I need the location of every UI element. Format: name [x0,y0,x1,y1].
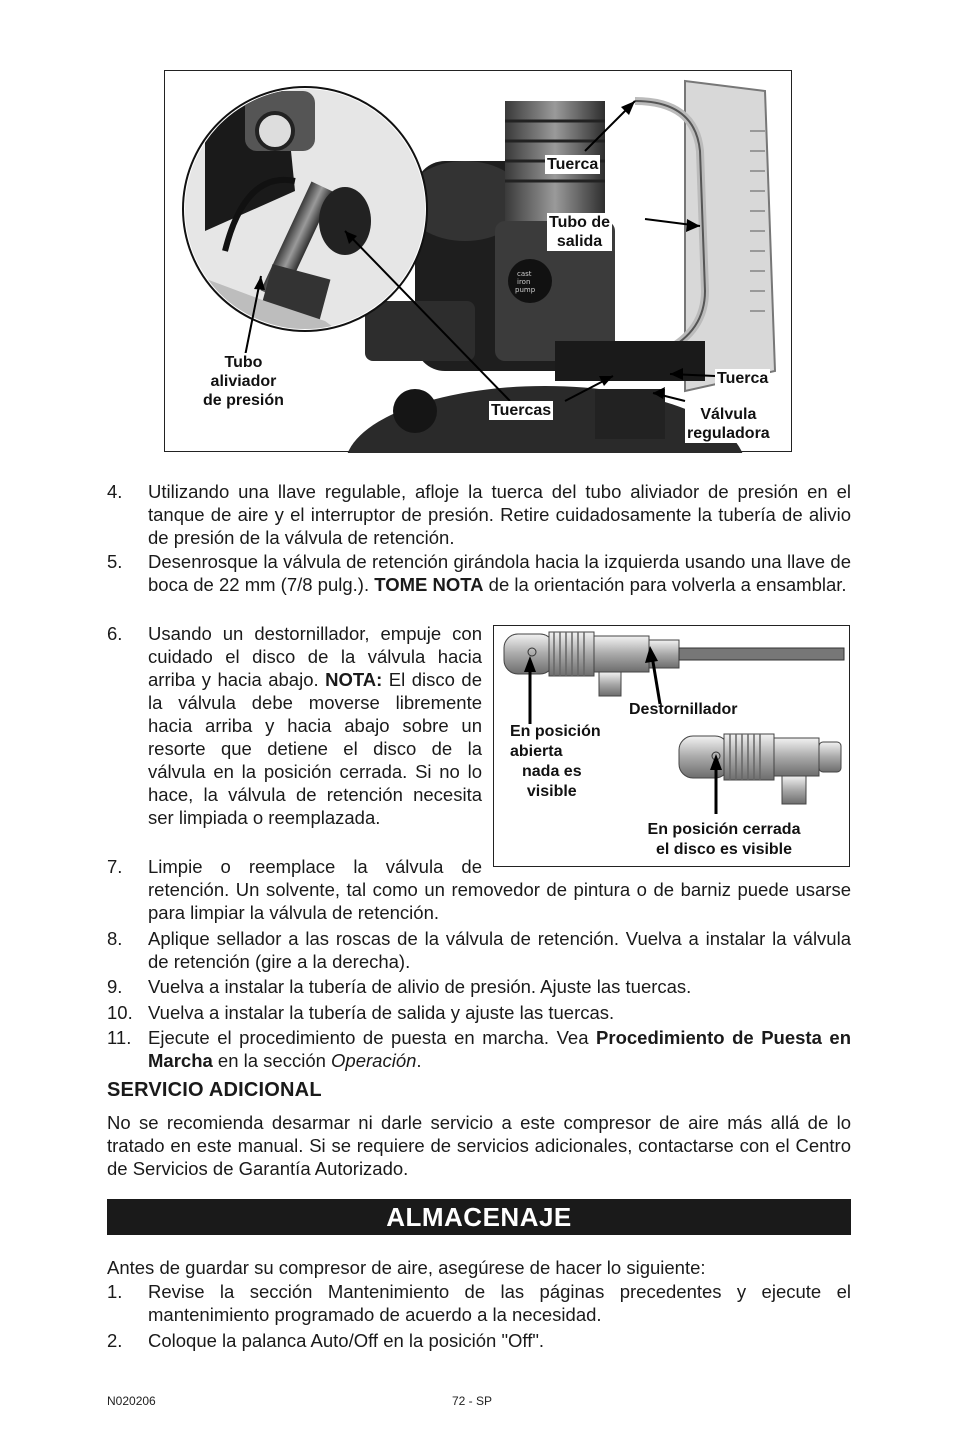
step-text: Desenrosque la válvula de retención girándola hacia la izquierda usando una llave de boca de 22 mm (7/8 pulg.). TOME NOTA de la orientación para volverla a ensamblar. [148,551,851,595]
step-text: Vuelva a instalar la tubería de alivio de presión. Ajuste las tuercas. [148,976,692,997]
doc-code: N020206 [107,1394,156,1408]
svg-text:iron: iron [517,278,531,286]
step-number: 6. [107,623,123,644]
page-number: 72 - SP [452,1394,493,1408]
label-tuercas: Tuercas [491,402,552,419]
step-number: 4. [107,481,123,502]
label-valvula-reguladora: Válvula reguladora [687,406,770,442]
almacenaje-intro: Antes de guardar su compresor de aire, asegúrese de hacer lo siguiente: [107,1257,706,1278]
svg-text:pump: pump [515,286,536,294]
label-tuerca-right: Tuerca [717,370,769,387]
label-tubo-salida: Tubo de salida [549,214,611,250]
step-text: Aplique sellador a las roscas de la válvula de retención. Vuelva a instalar la válvula de retención (gire a la derecha). [148,928,851,972]
item-number: 2. [107,1330,123,1351]
label-tubo-aliviador: Tubo aliviador de presión [203,354,284,409]
step-number: 5. [107,551,123,572]
check-valve-figure [493,625,850,867]
item-number: 1. [107,1281,123,1302]
almacenaje-banner: ALMACENAJE [107,1199,851,1235]
label-destornillador: Destornillador [629,701,738,718]
servicio-heading: SERVICIO ADICIONAL [107,1079,322,1101]
step-text: Usando un destornillador, empuje con cuidado el disco de la válvula hacia arriba y hacia abajo. NOTA: El disco de la válvula debe moverse libremente hacia arriba y hacia abajo sobre un resorte que detiene el disco de la válvula en la posición cerrada. Si no lo hace, la válvula de retención necesita ser limpiada o reemplazada. [148,623,482,828]
step-text: Vuelva a instalar la tubería de salida y ajuste las tuercas. [148,1002,615,1023]
item-text: Revise la sección Mantenimiento de las páginas precedentes y ejecute el mantenimiento programado de acuerdo a la necesidad. [148,1281,851,1325]
label-tuerca-top: Tuerca [547,156,599,173]
step-number: 7. [107,856,123,877]
step-number: 9. [107,976,123,997]
step-text-rest: retención. Un solvente, tal como un removedor de pintura o de barniz puede usarse para limpiar la válvula de retención. [148,879,851,923]
step-text-line1: Limpie o reemplace la válvula de [148,856,482,877]
servicio-text: No se recomienda desarmar ni darle servicio a este compresor de aire más allá de lo tratado en este manual. Si se requiere de servicios adicionales, contactarse con el Centro de Servicios de Garantía Autorizado. [107,1112,851,1179]
step-text: Utilizando una llave regulable, afloje la tuerca del tubo aliviador de presión en el tanque de aire y el interruptor de presión. Retire cuidadosamente la tubería de alivio de presión de la válvula de retención. [148,481,851,548]
step-number: 10. [107,1002,133,1023]
label-nada-visible: nada es visible [522,763,582,800]
step-number: 11. [107,1027,132,1048]
compressor-figure [164,70,792,452]
item-text: Coloque la palanca Auto/Off en la posición "Off". [148,1330,545,1351]
svg-text:cast: cast [517,270,532,278]
step-text: Ejecute el procedimiento de puesta en marcha. Vea Procedimiento de Puesta en Marcha en la sección Operación. [148,1027,852,1071]
step-number: 8. [107,928,123,949]
label-posicion-cerrada: En posición cerrada el disco es visible [647,821,801,858]
label-posicion-abierta: En posición abierta [510,723,601,760]
